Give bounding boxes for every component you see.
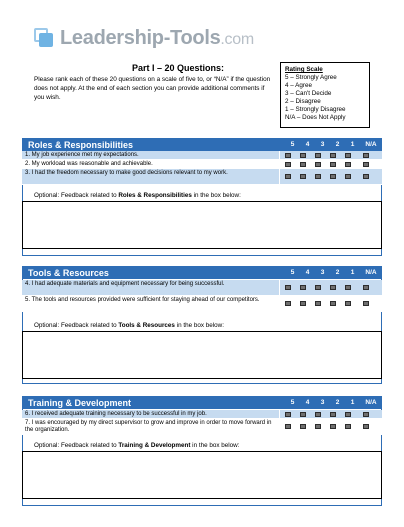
intro-text: Please rank each of these 20 questions on a scale of five to, or “N/A” if the question does not apply. At the end of each section you can provide additional comments if you wish.	[34, 76, 271, 101]
feedback-label: Optional: Feedback related to Tools & Resources in the box below:	[34, 322, 224, 329]
rating-checkbox-4[interactable]	[300, 412, 306, 417]
scale-5: 5	[290, 141, 295, 148]
rating-checkbox-3[interactable]	[315, 412, 321, 417]
rating-checkbox-3[interactable]	[315, 424, 321, 429]
scale-1: 1	[350, 141, 355, 148]
scale-3: 3	[320, 269, 325, 276]
section-title: Roles & Responsibilities	[28, 140, 134, 150]
feedback-textarea[interactable]	[22, 451, 382, 499]
section-title: Training & Development	[28, 398, 132, 408]
question-text: 3. I had the freedom necessary to make good decisions relevant to my work.	[22, 169, 280, 184]
rating-checkbox-2[interactable]	[330, 412, 336, 417]
rating-checkbox-5[interactable]	[285, 424, 291, 429]
scale-5: 5	[290, 399, 295, 406]
rating-checkbox-na[interactable]	[363, 301, 369, 306]
feedback-textarea[interactable]	[22, 201, 382, 249]
rating-checkbox-3[interactable]	[315, 285, 321, 290]
rating-item: 4 – Agree	[285, 82, 312, 89]
rating-checkbox-1[interactable]	[345, 285, 351, 290]
rating-item: N/A – Does Not Apply	[285, 114, 346, 121]
rating-checkbox-1[interactable]	[345, 153, 351, 158]
question-row	[22, 169, 382, 185]
rating-checkbox-4[interactable]	[300, 285, 306, 290]
scale-na: N/A	[365, 399, 377, 406]
scale-header	[285, 267, 382, 279]
feedback-label: Optional: Feedback related to Training & Development in the box below:	[34, 442, 240, 449]
rating-item: 3 – Can't Decide	[285, 90, 332, 97]
section-title: Tools & Resources	[28, 268, 109, 278]
section-header-tools	[22, 267, 382, 279]
question-text: 6. I received adequate training necessary to be successful in my job.	[22, 410, 280, 418]
question-text: 5. The tools and resources provided were sufficient for staying ahead of our competitors.	[22, 296, 280, 311]
rating-checkbox-4[interactable]	[300, 301, 306, 306]
question-text: 4. I had adequate materials and equipment necessary for being successful.	[22, 280, 280, 295]
logo-icon	[34, 28, 54, 48]
rating-checkbox-3[interactable]	[315, 174, 321, 179]
scale-na: N/A	[365, 141, 377, 148]
rating-checkbox-2[interactable]	[330, 153, 336, 158]
logo-text: Leadership-Tools.com	[60, 26, 254, 49]
question-row	[22, 410, 382, 419]
question-text: 7. I was encouraged by my direct supervisor to grow and improve in order to move forward in the organization.	[22, 419, 280, 434]
rating-checkbox-na[interactable]	[363, 162, 369, 167]
rating-checkbox-2[interactable]	[330, 174, 336, 179]
rating-checkbox-5[interactable]	[285, 412, 291, 417]
feedback-label: Optional: Feedback related to Roles & Responsibilities in the box below:	[34, 192, 241, 199]
rating-checkbox-5[interactable]	[285, 174, 291, 179]
rating-checkbox-2[interactable]	[330, 162, 336, 167]
rating-checkbox-3[interactable]	[315, 301, 321, 306]
feedback-textarea[interactable]	[22, 331, 382, 379]
scale-4: 4	[305, 141, 310, 148]
rating-checkbox-2[interactable]	[330, 301, 336, 306]
rating-checkbox-2[interactable]	[330, 424, 336, 429]
question-row	[22, 160, 382, 169]
scale-2: 2	[335, 399, 340, 406]
rating-checkbox-4[interactable]	[300, 174, 306, 179]
rating-checkbox-na[interactable]	[363, 424, 369, 429]
scale-4: 4	[305, 269, 310, 276]
section-header-training	[22, 397, 382, 409]
question-row	[22, 296, 382, 312]
question-row	[22, 280, 382, 296]
rating-checkbox-1[interactable]	[345, 424, 351, 429]
rating-checkbox-5[interactable]	[285, 153, 291, 158]
rating-checkbox-2[interactable]	[330, 285, 336, 290]
rating-item: 5 – Strongly Agree	[285, 74, 337, 81]
rating-checkbox-3[interactable]	[315, 162, 321, 167]
rating-checkbox-4[interactable]	[300, 424, 306, 429]
rating-checkbox-1[interactable]	[345, 162, 351, 167]
logo	[34, 26, 254, 50]
question-text: 2. My workload was reasonable and achievable.	[22, 160, 280, 168]
question-row	[22, 419, 382, 435]
rating-checkbox-na[interactable]	[363, 153, 369, 158]
question-text: 1. My job experience met my expectations.	[22, 151, 280, 159]
rating-item: 2 – Disagree	[285, 98, 321, 105]
rating-checkbox-na[interactable]	[363, 285, 369, 290]
scale-3: 3	[320, 141, 325, 148]
rating-checkbox-1[interactable]	[345, 412, 351, 417]
scale-1: 1	[350, 269, 355, 276]
rating-checkbox-3[interactable]	[315, 153, 321, 158]
scale-1: 1	[350, 399, 355, 406]
rating-item: 1 – Strongly Disagree	[285, 106, 346, 113]
scale-3: 3	[320, 399, 325, 406]
rating-checkbox-5[interactable]	[285, 301, 291, 306]
scale-header	[285, 397, 382, 409]
rating-checkbox-4[interactable]	[300, 162, 306, 167]
rating-checkbox-na[interactable]	[363, 412, 369, 417]
scale-na: N/A	[365, 269, 377, 276]
rating-scale-title: Rating Scale	[285, 66, 323, 73]
rating-checkbox-na[interactable]	[363, 174, 369, 179]
scale-2: 2	[335, 141, 340, 148]
question-row	[22, 151, 382, 160]
rating-checkbox-5[interactable]	[285, 285, 291, 290]
section-header-roles	[22, 139, 382, 151]
scale-header	[285, 139, 382, 151]
part-title: Part I – 20 Questions:	[131, 63, 225, 73]
scale-5: 5	[290, 269, 295, 276]
rating-checkbox-1[interactable]	[345, 174, 351, 179]
scale-2: 2	[335, 269, 340, 276]
scale-4: 4	[305, 399, 310, 406]
rating-checkbox-4[interactable]	[300, 153, 306, 158]
rating-scale-box	[280, 62, 370, 128]
rating-checkbox-1[interactable]	[345, 301, 351, 306]
rating-checkbox-5[interactable]	[285, 162, 291, 167]
